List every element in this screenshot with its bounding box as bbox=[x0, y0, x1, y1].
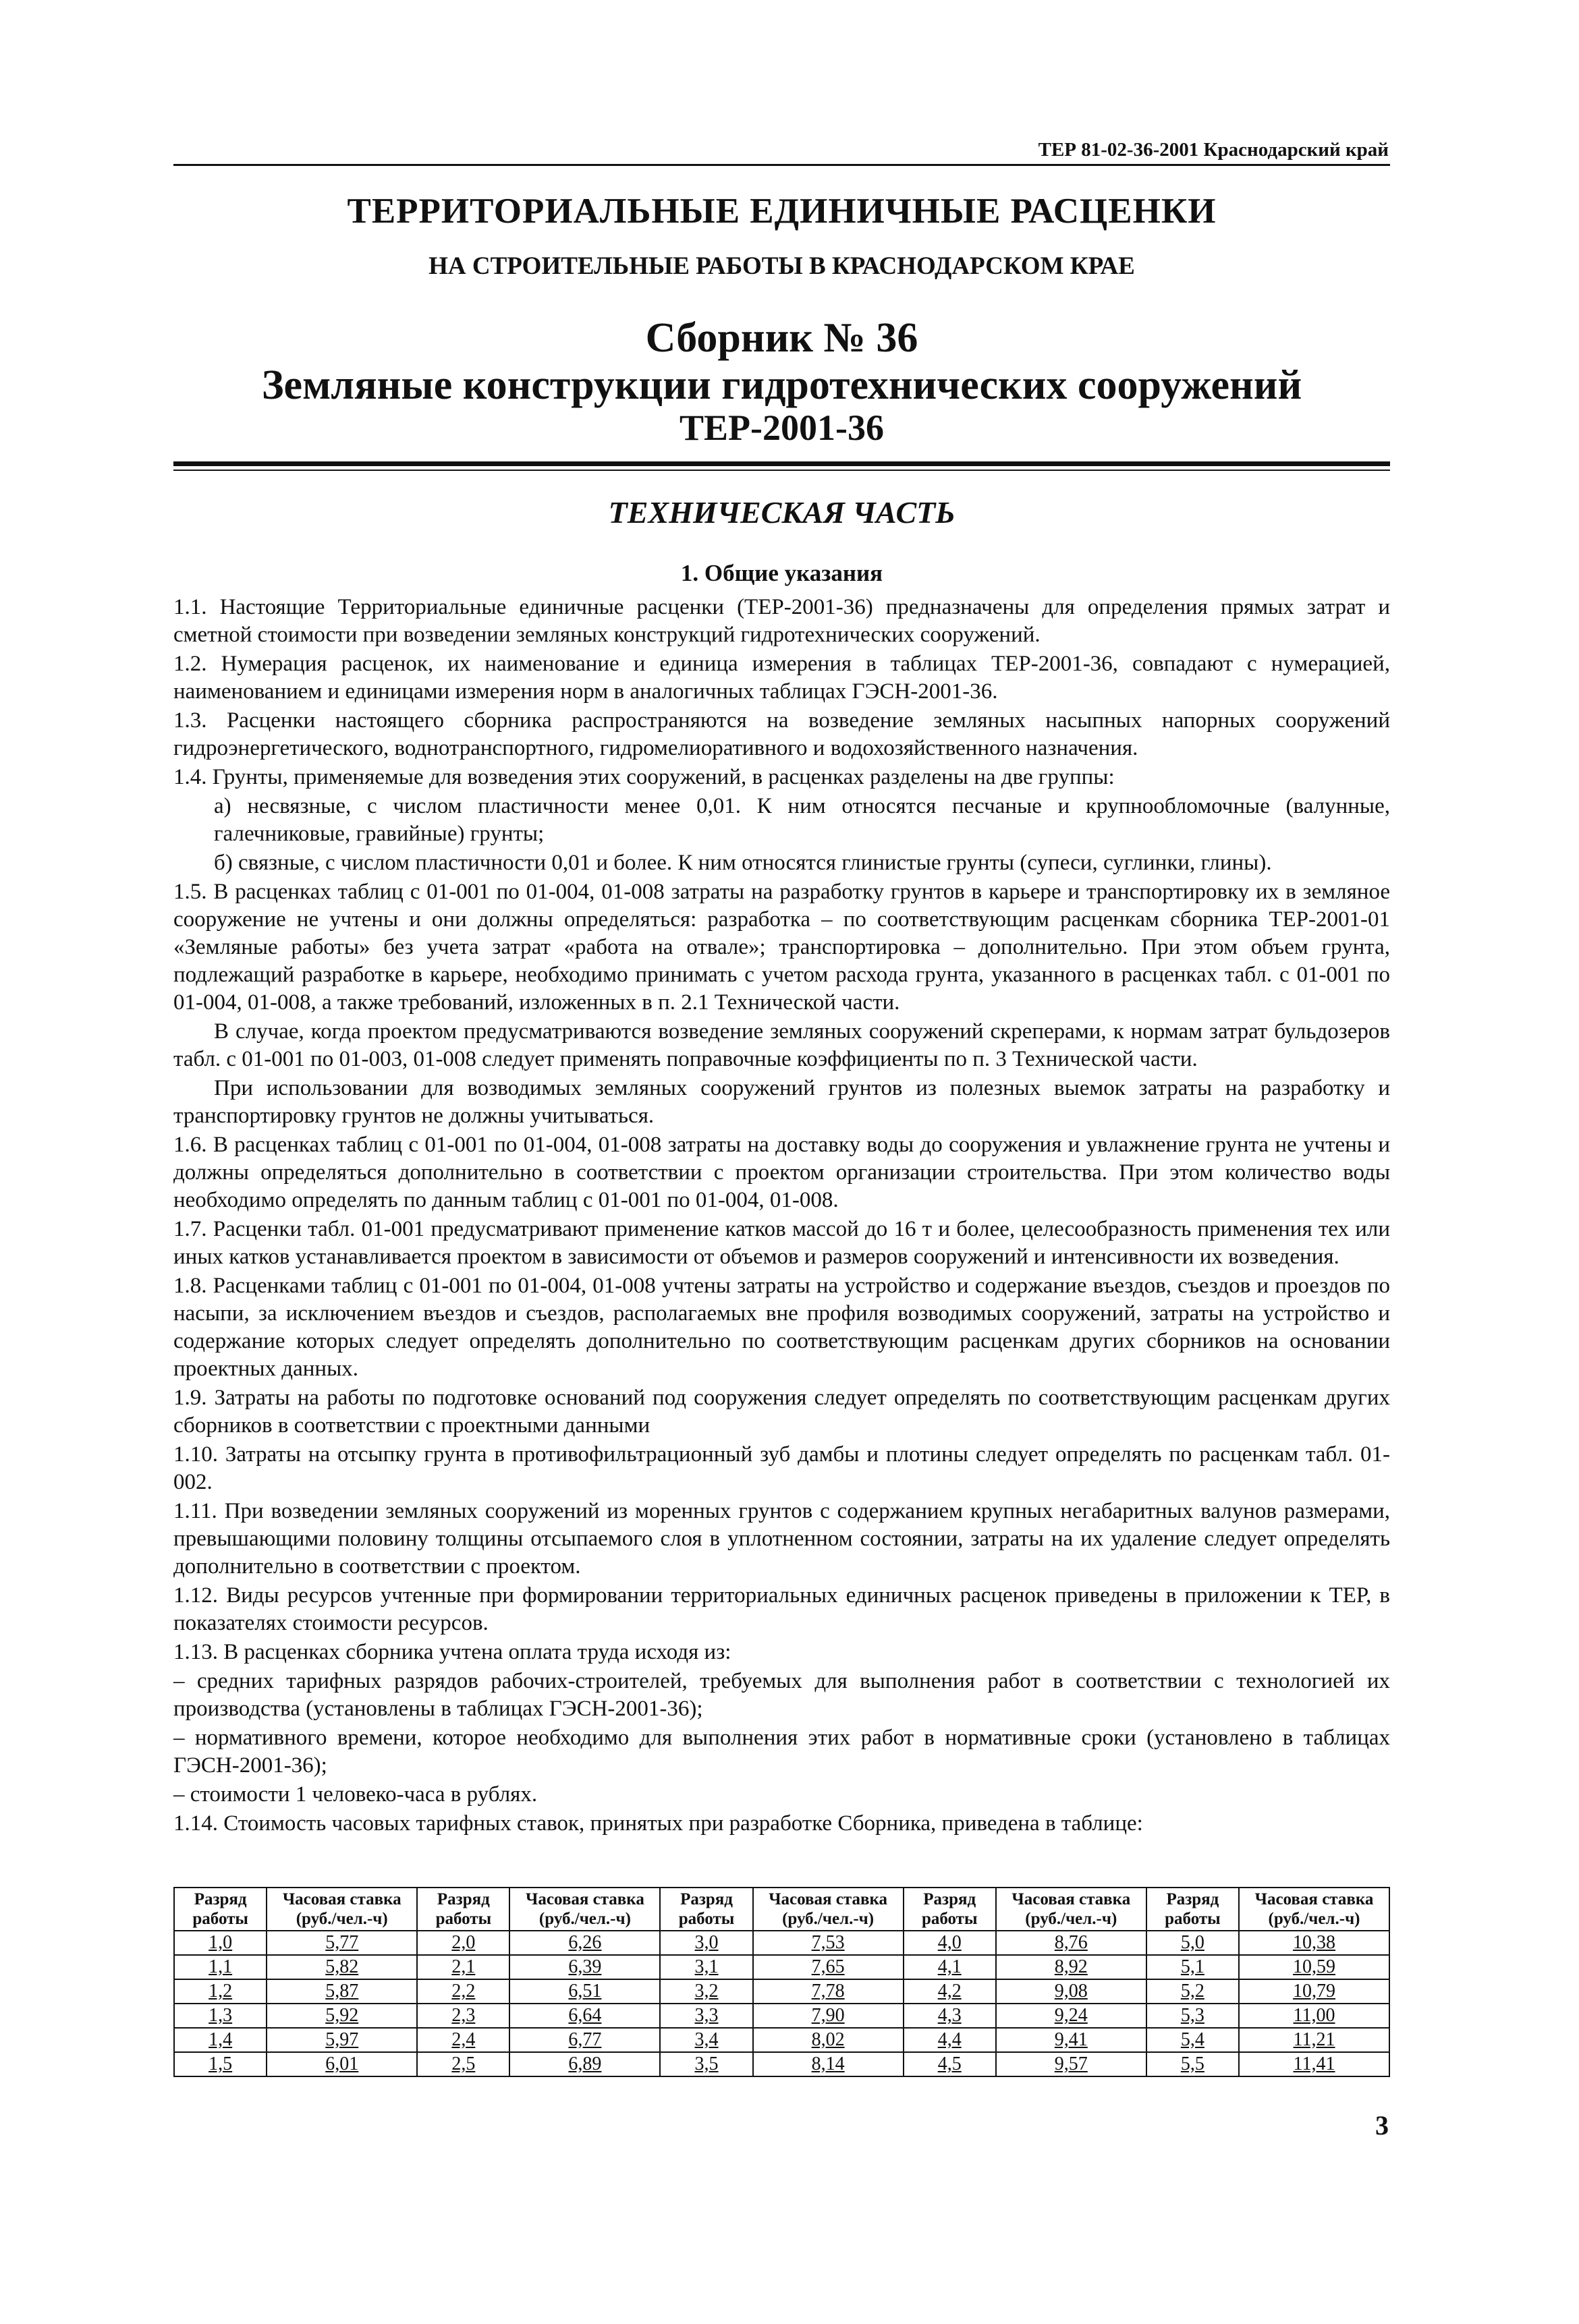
rate-cell: 11,41 bbox=[1239, 2052, 1389, 2076]
paragraph-1-9: 1.9. Затраты на работы по подготовке оснований под сооружения следует определять по соответствующим расценкам других сборников в соответствии с проектными данными bbox=[173, 1386, 1390, 1438]
paragraph-1-1: 1.1. Настоящие Территориальные единичные расценки (ТЕР-2001-36) предназначены для определения прямых затрат и сметной стоимости при возведении земляных конструкций гидротехнических сооружений. bbox=[173, 595, 1390, 647]
collection-code: ТЕР-2001-36 bbox=[680, 407, 884, 448]
grade-cell: 2,0 bbox=[417, 1931, 509, 1955]
rate-cell: 6,26 bbox=[509, 1931, 660, 1955]
grade-cell: 2,1 bbox=[417, 1955, 509, 1979]
rate-cell: 7,90 bbox=[753, 2004, 904, 2028]
page-number: 3 bbox=[1375, 2110, 1389, 2141]
header-rule bbox=[173, 164, 1390, 166]
rate-cell: 8,76 bbox=[996, 1931, 1146, 1955]
rate-cell: 5,87 bbox=[267, 1979, 417, 2004]
paragraph-1-5-excavations: При использовании для возводимых земляных сооружений грунтов из полезных выемок затраты на разработку и транспортировку грунтов не должны учитываться. bbox=[173, 1076, 1390, 1128]
grade-cell: 5,0 bbox=[1146, 1931, 1239, 1955]
grade-cell: 1,0 bbox=[174, 1931, 267, 1955]
table-header-row bbox=[174, 1888, 1389, 1931]
grade-cell: 1,3 bbox=[174, 2004, 267, 2028]
table-body bbox=[174, 1931, 1389, 2076]
grade-cell: 4,5 bbox=[904, 2052, 996, 2076]
grade-cell: 2,3 bbox=[417, 2004, 509, 2028]
header-grade: Разряд работы bbox=[660, 1888, 752, 1931]
rate-cell: 9,24 bbox=[996, 2004, 1146, 2028]
header-rate: Часовая ставка (руб./чел.-ч) bbox=[267, 1888, 417, 1931]
paragraph-1-10: 1.10. Затраты на отсыпку грунта в противофильтрационный зуб дамбы и плотины следует определять по расценкам табл. 01-002. bbox=[173, 1442, 1390, 1494]
grade-cell: 4,1 bbox=[904, 1955, 996, 1979]
paragraph-1-8: 1.8. Расценками таблиц с 01-001 по 01-004, 01-008 учтены затраты на устройство и содержание въездов, съездов и проездов по насыпи, за исключением въездов и съездов, располагаемых вне профиля возводимых сооружений, затраты на устройство и содержание которых следует определять дополнительно по соответствующим расценкам других сборников на основании проектных данных. bbox=[173, 1274, 1390, 1381]
grade-cell: 1,4 bbox=[174, 2028, 267, 2052]
rate-cell: 10,79 bbox=[1239, 1979, 1389, 2004]
grade-cell: 2,5 bbox=[417, 2052, 509, 2076]
rate-cell: 5,82 bbox=[267, 1955, 417, 1979]
rate-cell: 9,08 bbox=[996, 1979, 1146, 2004]
table-row bbox=[174, 1931, 1389, 1955]
grade-cell: 4,2 bbox=[904, 1979, 996, 2004]
grade-cell: 4,0 bbox=[904, 1931, 996, 1955]
grade-cell: 2,4 bbox=[417, 2028, 509, 2052]
rate-cell: 6,89 bbox=[509, 2052, 660, 2076]
rate-cell: 11,00 bbox=[1239, 2004, 1389, 2028]
grade-cell: 3,1 bbox=[660, 1955, 752, 1979]
rate-cell: 10,38 bbox=[1239, 1931, 1389, 1955]
rate-cell: 10,59 bbox=[1239, 1955, 1389, 1979]
paragraph-1-4-a: а) несвязные, с числом пластичности менее 0,01. К ним относятся песчаные и крупнообломочные (валунные, галечниковые, гравийные) грунты; bbox=[214, 794, 1390, 846]
table-row bbox=[174, 2004, 1389, 2028]
header-grade: Разряд работы bbox=[1146, 1888, 1239, 1931]
header-rate: Часовая ставка (руб./чел.-ч) bbox=[996, 1888, 1146, 1931]
table-row bbox=[174, 1979, 1389, 2004]
grade-cell: 1,2 bbox=[174, 1979, 267, 2004]
paragraph-1-4: 1.4. Грунты, применяемые для возведения этих сооружений, в расценках разделены на две группы: bbox=[173, 765, 1115, 789]
hourly-rates-table bbox=[173, 1887, 1390, 2077]
grade-cell: 5,2 bbox=[1146, 1979, 1239, 2004]
grade-cell: 5,3 bbox=[1146, 2004, 1239, 2028]
rate-cell: 5,92 bbox=[267, 2004, 417, 2028]
grade-cell: 1,1 bbox=[174, 1955, 267, 1979]
rate-cell: 5,77 bbox=[267, 1931, 417, 1955]
grade-cell: 5,1 bbox=[1146, 1955, 1239, 1979]
grade-cell: 1,5 bbox=[174, 2052, 267, 2076]
rate-cell: 9,57 bbox=[996, 2052, 1146, 2076]
collection-name: Земляные конструкции гидротехнических сооружений bbox=[261, 362, 1302, 408]
main-subtitle: НА СТРОИТЕЛЬНЫЕ РАБОТЫ В КРАСНОДАРСКОМ КРАЕ bbox=[428, 252, 1135, 280]
header-grade: Разряд работы bbox=[174, 1888, 267, 1931]
grade-cell: 3,3 bbox=[660, 2004, 752, 2028]
header-grade: Разряд работы bbox=[417, 1888, 509, 1931]
header-rate: Часовая ставка (руб./чел.-ч) bbox=[753, 1888, 904, 1931]
rate-cell: 6,64 bbox=[509, 2004, 660, 2028]
list-item-time: – нормативного времени, которое необходимо для выполнения этих работ в нормативные сроки (установлено в таблицах ГЭСН-2001-36); bbox=[173, 1726, 1390, 1778]
grade-cell: 5,4 bbox=[1146, 2028, 1239, 2052]
paragraph-1-4-b: б) связные, с числом пластичности 0,01 и более. К ним относятся глинистые грунты (супеси, суглинки, глины). bbox=[214, 851, 1272, 875]
grade-cell: 3,5 bbox=[660, 2052, 752, 2076]
title-rule-thin bbox=[173, 470, 1390, 471]
paragraph-1-2: 1.2. Нумерация расценок, их наименование и единица измерения в таблицах ТЕР-2001-36, совпадают с нумерацией, наименованием и единицами измерения норм в аналогичных таблицах ГЭСН-2001-36. bbox=[173, 652, 1390, 704]
rate-cell: 8,14 bbox=[753, 2052, 904, 2076]
list-item-grades: – средних тарифных разрядов рабочих-строителей, требуемых для выполнения работ в соответствии с технологией их производства (установлены в таблицах ГЭСН-2001-36); bbox=[173, 1669, 1390, 1721]
document-body bbox=[173, 594, 1390, 1839]
rate-cell: 7,53 bbox=[753, 1931, 904, 1955]
grade-cell: 5,5 bbox=[1146, 2052, 1239, 2076]
table-row bbox=[174, 2028, 1389, 2052]
document-code-header: ТЕР 81-02-36-2001 Краснодарский край bbox=[1038, 139, 1389, 161]
rate-cell: 6,01 bbox=[267, 2052, 417, 2076]
rate-cell: 7,65 bbox=[753, 1955, 904, 1979]
rate-cell: 9,41 bbox=[996, 2028, 1146, 2052]
header-rate: Часовая ставка (руб./чел.-ч) bbox=[1239, 1888, 1389, 1931]
paragraph-1-7: 1.7. Расценки табл. 01-001 предусматривают применение катков массой до 16 т и более, целесообразность применения тех или иных катков устанавливается проектом в зависимости от объемов и размеров сооружений и интенсивности их возведения. bbox=[173, 1217, 1390, 1269]
paragraph-1-5: 1.5. В расценках таблиц с 01-001 по 01-004, 01-008 затраты на разработку грунтов в карьере и транспортировку их в земляное сооружение не учтены и они должны определяться: разработка – по соответствующим расценкам сборника ТЕР-2001-01 «Земляные работы» без учета затрат «работа на отвале»; транспортировка – дополнительно. При этом объем грунта, подлежащий разработке в карьере, необходимо принимать с учетом расхода грунта, указанного в расценках табл. с 01-001 по 01-004, 01-008, а также требований, изложенных в п. 2.1 Технической части. bbox=[173, 880, 1390, 1015]
grade-cell: 2,2 bbox=[417, 1979, 509, 2004]
header-grade: Разряд работы bbox=[904, 1888, 996, 1931]
rate-cell: 6,39 bbox=[509, 1955, 660, 1979]
list-item-cost: – стоимости 1 человеко-часа в рублях. bbox=[173, 1782, 538, 1807]
paragraph-1-11: 1.11. При возведении земляных сооружений из моренных грунтов с содержанием крупных негабаритных валунов размерами, превышающими половину толщины отсыпаемого слоя в уплотненном состоянии, затраты на их удаление следует определять дополнительно в соответствии с проектом. bbox=[173, 1499, 1390, 1579]
rate-cell: 8,92 bbox=[996, 1955, 1146, 1979]
grade-cell: 4,4 bbox=[904, 2028, 996, 2052]
grade-cell: 3,0 bbox=[660, 1931, 752, 1955]
grade-cell: 4,3 bbox=[904, 2004, 996, 2028]
grade-cell: 3,2 bbox=[660, 1979, 752, 2004]
table-row bbox=[174, 1955, 1389, 1979]
section-heading: 1. Общие указания bbox=[680, 560, 883, 586]
paragraph-1-3: 1.3. Расценки настоящего сборника распространяются на возведение земляных насыпных напорных сооружений гидроэнергетического, воднотранспортного, гидромелиоративного и водохозяйственного назначения. bbox=[173, 708, 1390, 760]
paragraph-1-12: 1.12. Виды ресурсов учтенные при формировании территориальных единичных расценок приведены в приложении к ТЕР, в показателях стоимости ресурсов. bbox=[173, 1583, 1390, 1635]
rate-cell: 5,97 bbox=[267, 2028, 417, 2052]
main-title: ТЕРРИТОРИАЛЬНЫЕ ЕДИНИЧНЫЕ РАСЦЕНКИ bbox=[347, 192, 1217, 231]
paragraph-1-13: 1.13. В расценках сборника учтена оплата труда исходя из: bbox=[173, 1640, 731, 1664]
rate-cell: 7,78 bbox=[753, 1979, 904, 2004]
technical-part-heading: ТЕХНИЧЕСКАЯ ЧАСТЬ bbox=[608, 495, 955, 530]
collection-number: Сборник № 36 bbox=[645, 315, 918, 361]
table-row bbox=[174, 2052, 1389, 2076]
title-rule-thick bbox=[173, 461, 1390, 466]
rate-cell: 6,51 bbox=[509, 1979, 660, 2004]
paragraph-1-6: 1.6. В расценках таблиц с 01-001 по 01-004, 01-008 затраты на доставку воды до сооружения и увлажнение грунта не учтены и должны определяться дополнительно в соответствии с проектом организации строительства. При этом количество воды необходимо определять по данным таблиц с 01-001 по 01-004, 01-008. bbox=[173, 1133, 1390, 1212]
rate-cell: 11,21 bbox=[1239, 2028, 1389, 2052]
paragraph-1-5-scrapers: В случае, когда проектом предусматриваются возведение земляных сооружений скреперами, к нормам затрат бульдозеров табл. с 01-001 по 01-003, 01-008 следует применять поправочные коэффициенты по п. 3 Технической части. bbox=[173, 1019, 1390, 1071]
paragraph-1-14: 1.14. Стоимость часовых тарифных ставок, принятых при разработке Сборника, приведена в таблице: bbox=[173, 1811, 1143, 1836]
rate-cell: 8,02 bbox=[753, 2028, 904, 2052]
header-rate: Часовая ставка (руб./чел.-ч) bbox=[509, 1888, 660, 1931]
rate-cell: 6,77 bbox=[509, 2028, 660, 2052]
grade-cell: 3,4 bbox=[660, 2028, 752, 2052]
